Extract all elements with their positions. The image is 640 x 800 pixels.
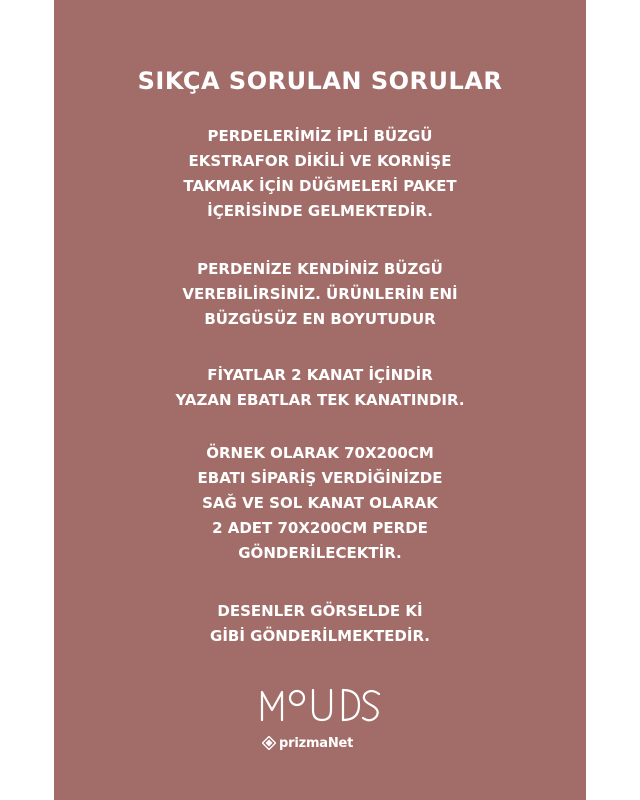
faq-paragraph-4 bbox=[54, 441, 586, 566]
paragraph-line: FİYATLAR 2 KANAT İÇİNDİR bbox=[207, 366, 433, 384]
paragraph-line: EBATI SİPARİŞ VERDİĞİNİZDE bbox=[197, 469, 443, 487]
paragraph-line: ÖRNEK OLARAK 70X200CM bbox=[206, 444, 434, 462]
faq-paragraph-3 bbox=[54, 363, 586, 413]
paragraph-line: TAKMAK İÇİN DÜĞMELERİ PAKET bbox=[183, 177, 457, 195]
faq-paragraph-2 bbox=[54, 257, 586, 332]
paragraph-line: EKSTRAFOR DİKİLİ VE KORNİŞE bbox=[188, 152, 452, 170]
brand-logo bbox=[54, 686, 586, 756]
paragraph-line: VEREBİLİRSİNİZ. ÜRÜNLERİN ENİ bbox=[182, 285, 458, 303]
paragraph-line: GÖNDERİLECEKTİR. bbox=[238, 544, 402, 562]
paragraph-line: PERDENİZE KENDİNİZ BÜZGÜ bbox=[197, 260, 443, 278]
paragraph-line: YAZAN EBATLAR TEK KANATINDIR. bbox=[175, 391, 465, 409]
faq-card bbox=[54, 0, 586, 800]
paragraph-line: SAĞ VE SOL KANAT OLARAK bbox=[202, 494, 438, 512]
paragraph-line: BÜZGÜSÜZ EN BOYUTUDUR bbox=[204, 310, 436, 328]
faq-paragraph-1 bbox=[54, 124, 586, 224]
page-title: SIKÇA SORULAN SORULAR bbox=[137, 67, 503, 95]
prizmanet-logo bbox=[262, 732, 353, 754]
paragraph-line: PERDELERİMİZ İPLİ BÜZGÜ bbox=[207, 127, 433, 145]
paragraph-line: İÇERİSİNDE GELMEKTEDİR. bbox=[207, 202, 433, 220]
mouds-logo bbox=[259, 686, 383, 724]
prizmanet-label: prizmaNet bbox=[279, 735, 354, 751]
paragraph-line: DESENLER GÖRSELDE Kİ bbox=[217, 602, 423, 620]
paragraph-line: 2 ADET 70X200CM PERDE bbox=[212, 519, 428, 537]
prizmanet-logo-icon bbox=[262, 736, 276, 750]
faq-paragraph-5 bbox=[54, 599, 586, 649]
paragraph-line: GİBİ GÖNDERİLMEKTEDİR. bbox=[210, 627, 430, 645]
